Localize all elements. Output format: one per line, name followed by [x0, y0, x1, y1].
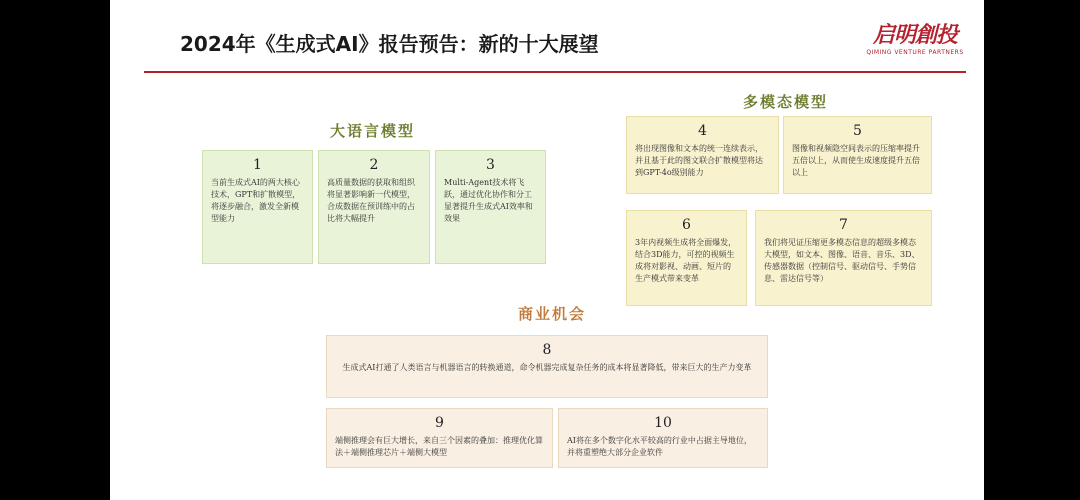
card-4 — [626, 116, 779, 194]
logo-sub-text: QIMING VENTURE PARTNERS — [866, 49, 964, 56]
card-text: 端侧推理会有巨大增长，来自三个因素的叠加：推理优化算法＋端侧推理芯片＋端侧大模型 — [335, 436, 543, 457]
card-text: 生成式AI打通了人类语言与机器语言的转换通道，命令机器完成复杂任务的成本将显著降低，带来巨大的生产力变革 — [342, 363, 752, 372]
card-7 — [755, 210, 932, 306]
card-number: 6 — [682, 217, 691, 233]
card-3 — [435, 150, 546, 264]
card-number: 9 — [435, 415, 444, 431]
card-9 — [326, 408, 553, 468]
section-heading-business: 商业机会 — [518, 305, 587, 323]
card-1 — [202, 150, 313, 264]
section-heading-llm: 大语言模型 — [330, 122, 416, 140]
card-text: 我们将见证压缩更多模态信息的超级多模态大模型，如文本、图像、语音、音乐、3D、传感器数据（控制信号、驱动信号、手势信息、雷达信号等） — [764, 238, 920, 283]
card-8 — [326, 335, 768, 398]
card-text: 将出现图像和文本的统一连续表示，并且基于此的图文联合扩散模型将达到GPT-4o级别能力 — [635, 144, 763, 177]
card-number: 2 — [369, 157, 379, 173]
section-heading-multimodal: 多模态模型 — [743, 93, 829, 111]
card-text: 高质量数据的获取和组织将显著影响新一代模型，合成数据在预训练中的占比将大幅提升 — [327, 178, 415, 223]
card-text: 当前生成式AI的两大核心技术，GPT和扩散模型，将逐步融合，激发全新模型能力 — [211, 178, 301, 223]
card-text: AI将在多个数字化水平较高的行业中占据主导地位，并将重塑绝大部分企业软件 — [567, 436, 752, 457]
card-number: 8 — [542, 342, 552, 358]
slide-title: 2024年《生成式AI》报告预告：新的十大展望 — [180, 32, 599, 56]
card-number: 1 — [253, 157, 262, 173]
card-number: 10 — [654, 415, 672, 431]
logo-main-text: 启明創投 — [872, 22, 957, 48]
card-5 — [783, 116, 932, 194]
qiming-logo — [860, 18, 970, 56]
card-number: 3 — [486, 157, 495, 173]
title-divider — [144, 71, 966, 73]
card-text: 图像和视频隐空间表示的压缩率提升五倍以上，从而使生成速度提升五倍以上 — [792, 144, 920, 177]
card-10 — [558, 408, 768, 468]
card-text: 3年内视频生成将全面爆发，结合3D能力，可控的视频生成将对影视、动画、短片的生产模式带来变革 — [635, 238, 737, 283]
card-6 — [626, 210, 747, 306]
card-text: Multi-Agent技术将飞跃，通过优化协作和分工显著提升生成式AI效率和效果 — [444, 178, 533, 223]
card-2 — [318, 150, 430, 264]
card-number: 5 — [853, 123, 862, 139]
card-number: 4 — [698, 123, 707, 139]
slide — [110, 0, 984, 500]
card-number: 7 — [839, 217, 848, 233]
